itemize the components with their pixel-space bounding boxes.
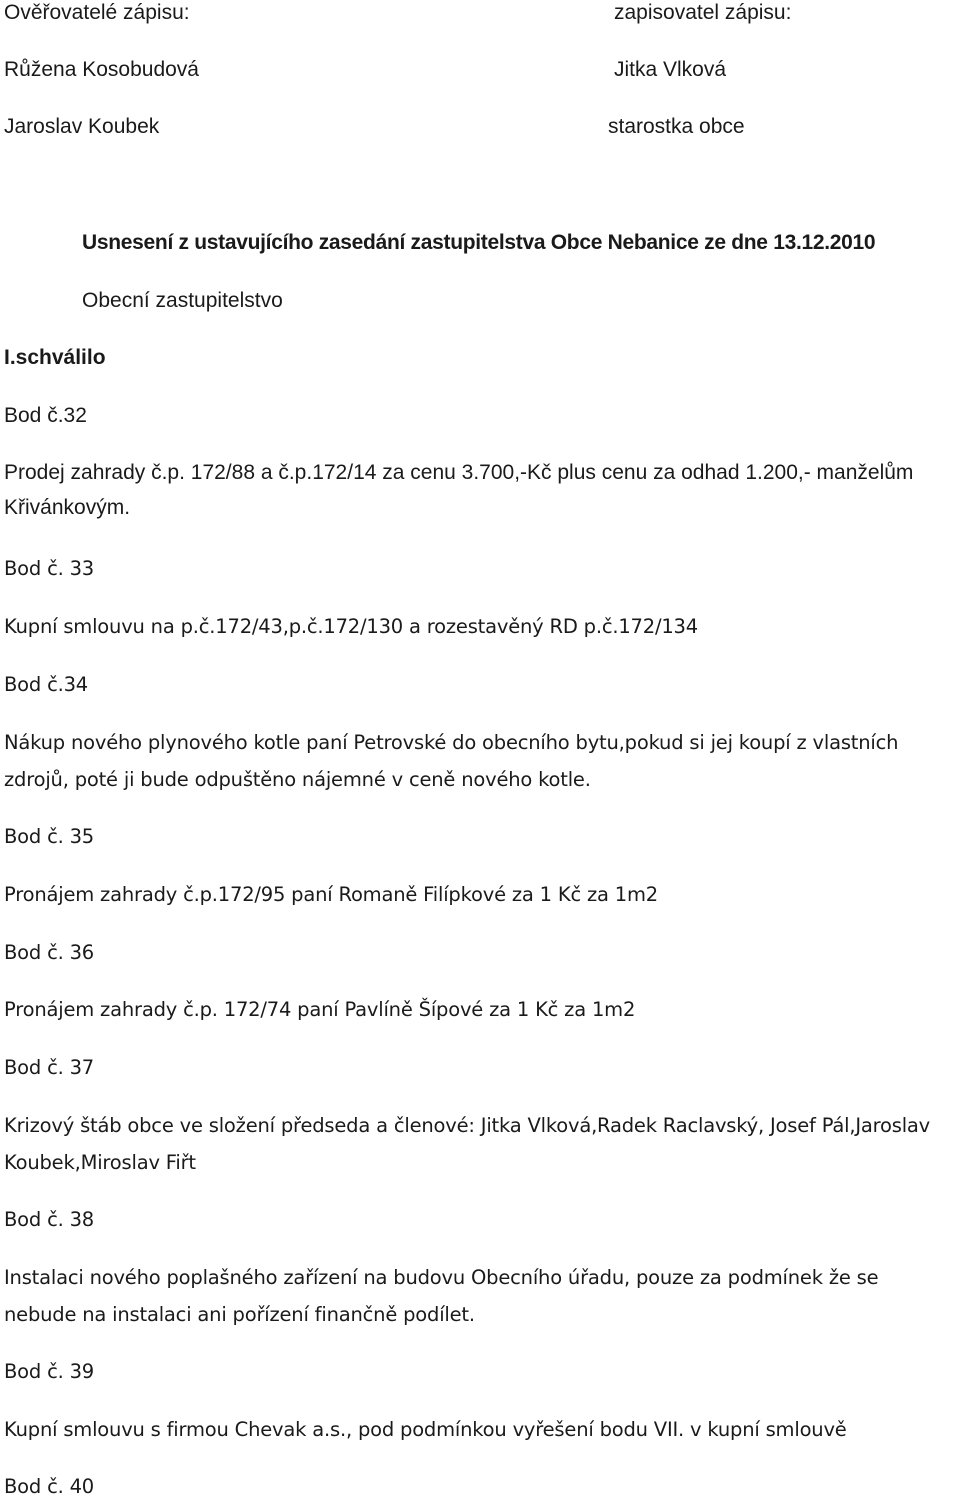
item-label: Bod č. 38 xyxy=(4,1208,95,1231)
item-text: Kupní smlouvu s firmou Chevak a.s., pod podmínkou vyřešení bodu VII. v kupní smlouvě xyxy=(4,1418,847,1441)
item-label: Bod č. 35 xyxy=(4,825,95,848)
item-label: Bod č. 36 xyxy=(4,941,95,964)
item-text: Instalaci nového poplašného zařízení na budovu Obecního úřadu, pouze za podmínek že se nebude na instalaci ani pořízení finančně podílet. xyxy=(4,1266,879,1326)
verifier-name-1: Růžena Kosobudová xyxy=(4,58,199,81)
verifiers-label: Ověřovatelé zápisu: xyxy=(4,1,190,24)
resolution-title: Usnesení z ustavujícího zasedání zastupitelstva Obce Nebanice ze dne 13.12.2010 xyxy=(82,231,876,254)
recorder-name: Jitka Vlková xyxy=(614,58,727,81)
item-text: Pronájem zahrady č.p.172/95 paní Romaně Filípkové za 1 Kč za 1m2 xyxy=(4,883,658,906)
item-label: Bod č. 40 xyxy=(4,1475,95,1498)
recorder-role: starostka obce xyxy=(608,115,745,138)
resolution-body: Obecní zastupitelstvo xyxy=(82,289,283,312)
item-label: Bod č.32 xyxy=(4,404,87,427)
item-text: Krizový štáb obce ve složení předseda a členové: Jitka Vlková,Radek Raclavský, Josef Pál,Jaroslav Koubek,Miroslav Fiřt xyxy=(4,1114,931,1174)
item-label: Bod č. 39 xyxy=(4,1360,95,1383)
verifier-name-2: Jaroslav Koubek xyxy=(4,115,160,138)
item-text: Nákup nového plynového kotle paní Petrovské do obecního bytu,pokud si jej koupí z vlastních zdrojů, poté ji bude odpuštěno nájemné v ceně nového kotle. xyxy=(4,731,899,791)
item-text: Pronájem zahrady č.p. 172/74 paní Pavlíně Šípové za 1 Kč za 1m2 xyxy=(4,998,636,1021)
item-label: Bod č. 37 xyxy=(4,1056,95,1079)
item-label: Bod č.34 xyxy=(4,673,89,696)
recorder-label: zapisovatel zápisu: xyxy=(614,1,792,24)
item-text: Prodej zahrady č.p. 172/88 a č.p.172/14 za cenu 3.700,-Kč plus cenu za odhad 1.200,- manželům Křivánkovým. xyxy=(4,461,914,519)
item-label: Bod č. 33 xyxy=(4,557,95,580)
section-approved: I.schválilo xyxy=(4,346,106,369)
item-text: Kupní smlouvu na p.č.172/43,p.č.172/130 a rozestavěný RD p.č.172/134 xyxy=(4,615,698,638)
